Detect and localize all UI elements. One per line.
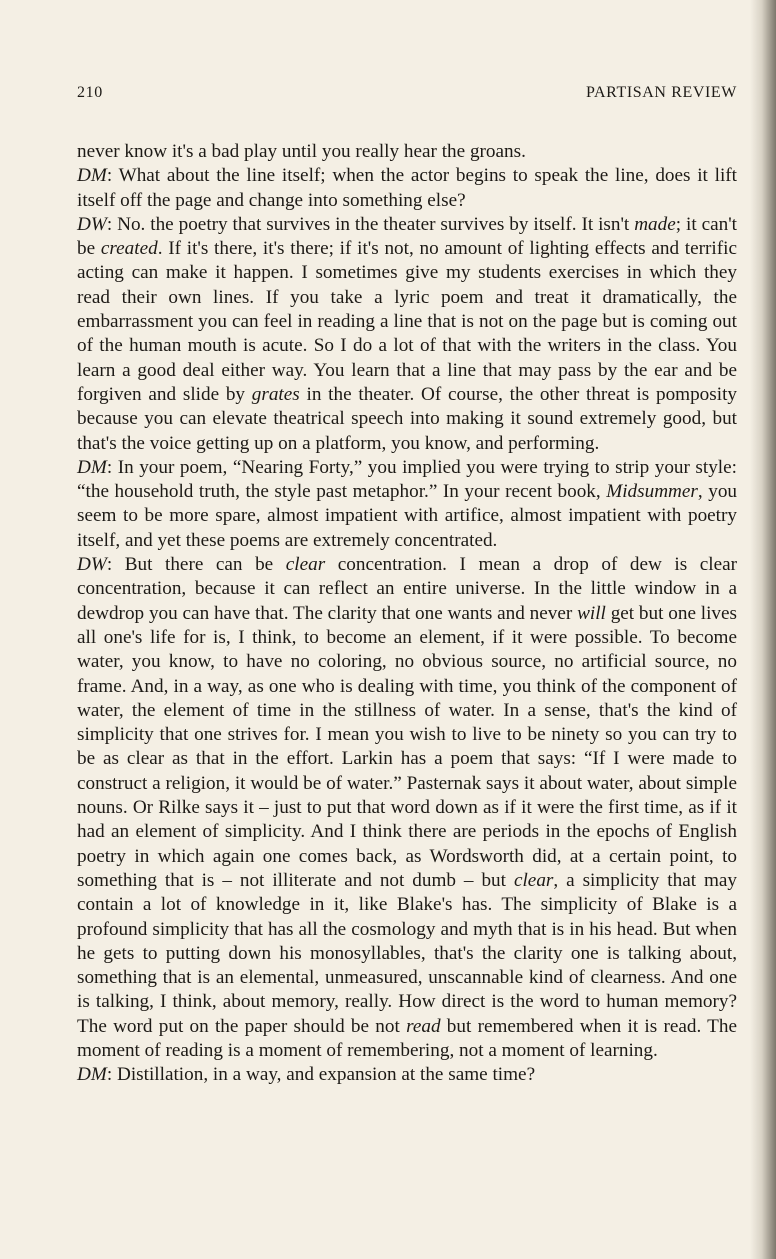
page-header	[77, 84, 737, 108]
page-edge-shadow	[750, 0, 776, 1259]
paragraph-dm-question-2: DM: In your poem, “Nearing Forty,” you implied you were trying to strip your style: “the household truth, the style past metaphor.” In your recent book, Midsummer, you seem to be more spare, almost impatient with artifice, almost impatient with poetry itself, and yet these poems are extremely concentrated.	[77, 456, 737, 551]
paragraph-dm-question-1: DM: What about the line itself; when the actor begins to speak the line, does it lift itself off the page and change into something else?	[77, 165, 738, 211]
text-run: But there can be	[124, 554, 274, 576]
speaker-label: DW	[77, 213, 107, 235]
text-run: . If it's there, it's there; if it's not, no amount of lighting effects and terrific acting can make it happen. I sometimes give my students exercises in which they read their own lines. If you take a lyric poem and treat it dramatically, the embarrassment you can feel in reading a line that is not on the page but is coming out of the human mouth is acute. So I do a lot of that with the writers in the class. You learn a good deal either way. You learn that a line that may pass by the ear and be forgiven and slide by	[77, 238, 737, 405]
speaker-label: DM	[77, 456, 107, 478]
speaker-label: DM	[77, 1064, 107, 1086]
italic-word: made	[634, 213, 676, 235]
text-run: get but one lives all one's life for is, I think, to become an element, if it were possible. To become water, you know, to have no coloring, no obvious source, no artificial source, no frame. And, in a way, as one who is dealing with time, you think of the component of water, the element of time in the stillness of water. In a sense, that's the kind of simplicity that one strives for. I mean you wish to live to be ninety so you can try to be as clear as that in the effort. Larkin has a poem that says: “If I were made to construct a religion, it would be of water.” Pasternak says it about water, about simple nouns. Or Rilke says it – just to put that word down as if it were the first time, as if it had an element of simplicity. And I think there are periods in the epochs of English poetry in which again one comes back, as Wordsworth did, at a certain point, to something that is – not illiterate and not dumb – but	[77, 602, 738, 891]
text-run: , you seem to be more spare, almost impatient with artifice, almost impatient with poetry itself, and yet these poems are extremely concentrated.	[77, 481, 737, 551]
page-number: 210	[77, 84, 103, 101]
italic-word: will	[577, 602, 606, 624]
italic-word: clear	[285, 554, 326, 576]
italic-title: Midsummer	[606, 481, 698, 503]
italic-word: created	[100, 238, 158, 260]
italic-word: grates	[251, 383, 300, 405]
speaker-label: DW	[77, 554, 107, 576]
text-run: , a simplicity that may contain a lot of knowledge in it, like Blake's has. The simplicity of Blake is a profound simplicity that has all the cosmology and myth that is in his head. But when he gets to putting down his monosyllables, that's the clarity one is talking about, something that is an elemental, unmeasured, unscannable kind of clearness. And one is talking, I think, about memory, really. How direct is the word to human memory? The word put on the paper should be not	[77, 869, 738, 1037]
italic-word: read	[406, 1015, 441, 1037]
text-run: In your poem, “Nearing Forty,” you implied you were trying to strip your style: “the household truth, the style past metaphor.” In your recent book,	[77, 456, 737, 503]
italic-word: clear	[513, 869, 554, 891]
text-run: but remembered when it is read. The moment of reading is a moment of remembering, not a moment of learning.	[77, 1015, 738, 1061]
paragraph-text: never know it's a bad play until you really hear the groans.	[77, 141, 526, 162]
text-run: ; it can't be	[77, 213, 737, 260]
text-run: in the theater. Of course, the other threat is pomposity because you can elevate theatrical speech into making it sound extremely good, but that's the voice getting up on a platform, you know, and performing.	[77, 383, 738, 454]
paragraph-continuation	[77, 140, 737, 164]
running-head: PARTISAN REVIEW	[585, 84, 737, 101]
paragraph-dw-answer-1: DW: No. the poetry that survives in the theater survives by itself. It isn't made; it can't be created. If it's there, it's there; if it's not, no amount of lighting effects and terrific acting can make it happen. I sometimes give my students exercises in which they read their own lines. If you take a lyric poem and treat it dramatically, the embarrassment you can feel in reading a line that is not on the page but is coming out of the human mouth is acute. So I do a lot of that with the writers in the class. You learn a good deal either way. You learn that a line that may pass by the ear and be forgiven and slide by grates in the theater. Of course, the other threat is pomposity because you can elevate theatrical speech into making it sound extremely good, but that's the voice getting up on a platform, you know, and performing.	[77, 213, 738, 454]
paragraph-text: What about the line itself; when the actor begins to speak the line, does it lift itself off the page and change into something else?	[77, 165, 738, 211]
text-run: concentration. I mean a drop of dew is clear concentration, because it can reflect an entire universe. In the little window in a dewdrop you can have that. The clarity that one wants and never	[77, 554, 738, 624]
paragraph-dm-question-3: DM: Distillation, in a way, and expansion at the same time?	[77, 1064, 536, 1086]
text-run: No. the poetry that survives in the theater survives by itself. It isn't	[117, 213, 630, 235]
body-text	[77, 140, 737, 1088]
paragraph-dw-answer-2: DW: But there can be clear concentration. I mean a drop of dew is clear concentration, because it can reflect an entire universe. In the little window in a dewdrop you can have that. The clarity that one wants and never will get but one lives all one's life for is, I think, to become an element, if it were possible. To become water, you know, to have no coloring, no obvious source, no artificial source, no frame. And, in a way, as one who is dealing with time, you think of the component of water, the element of time in the stillness of water. In a sense, that's the kind of simplicity that one strives for. I mean you wish to live to be ninety so you can try to be as clear as that in the effort. Larkin has a poem that says: “If I were made to construct a religion, it would be of water.” Pasternak says it about water, about simple nouns. Or Rilke says it – just to put that word down as if it were the first time, as if it had an element of simplicity. And I think there are periods in the epochs of English poetry in which again one comes back, as Wordsworth did, at a certain point, to something that is – not illiterate and not dumb – but clear, a simplicity that may contain a lot of knowledge in it, like Blake's has. The simplicity of Blake is a profound simplicity that has all the cosmology and myth that is in his head. But when he gets to putting down his monosyllables, that's the clarity one is talking about, something that is an elemental, unmeasured, unscannable kind of clearness. And one is talking, I think, about memory, really. How direct is the word to human memory? The word put on the paper should be not read but remembered when it is read. The moment of reading is a moment of remembering, not a moment of learning.	[77, 554, 738, 1061]
text-run: Distillation, in a way, and expansion at the same time?	[116, 1064, 536, 1086]
speaker-label: DM	[77, 165, 107, 187]
